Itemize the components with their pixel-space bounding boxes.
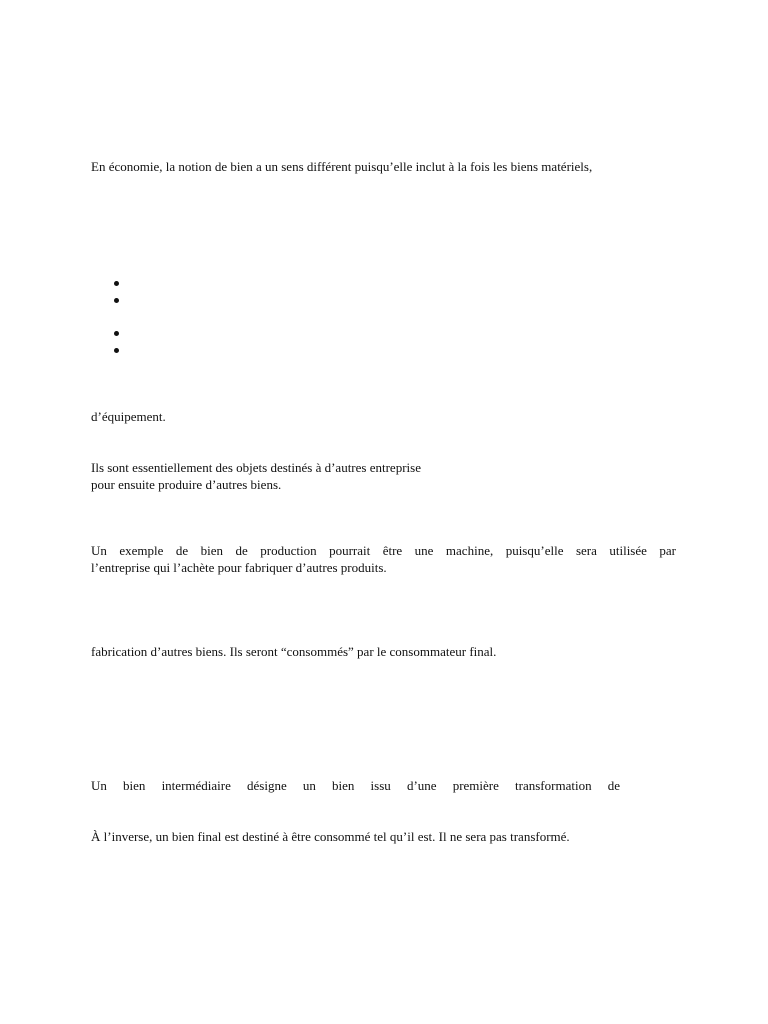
paragraph-exemple-line-1: Un exemple de bien de production pourrait être une machine, puisqu’elle sera utilisée par	[91, 543, 676, 558]
paragraph-intermediaire-line: Un bien intermédiaire désigne un bien issu d’une première transformation de	[91, 778, 620, 793]
paragraph-objets-line-1: Ils sont essentiellement des objets destinés à d’autres entreprise	[91, 460, 421, 475]
paragraph-bien-final: À l’inverse, un bien final est destiné à être consommé tel qu’il est. Il ne sera pas transformé.	[91, 829, 570, 844]
paragraph-fabrication: fabrication d’autres biens. Ils seront “consommés” par le consommateur final.	[91, 644, 497, 659]
bullet-item	[114, 293, 122, 301]
paragraph-objets-line-2: pour ensuite produire d’autres biens.	[91, 477, 282, 492]
paragraph-economie-bien: En économie, la notion de bien a un sens différent puisqu’elle inclut à la fois les biens matériels,	[91, 159, 593, 174]
paragraph-equipement: d’équipement.	[91, 409, 166, 424]
paragraph-exemple-line-2: l’entreprise qui l’achète pour fabriquer d’autres produits.	[91, 560, 387, 575]
bullet-item	[114, 343, 122, 351]
paragraph-bien-intermediaire	[91, 777, 620, 794]
bullet-item	[114, 276, 122, 284]
bullet-item	[114, 326, 122, 334]
paragraph-exemple-machine	[91, 542, 676, 576]
